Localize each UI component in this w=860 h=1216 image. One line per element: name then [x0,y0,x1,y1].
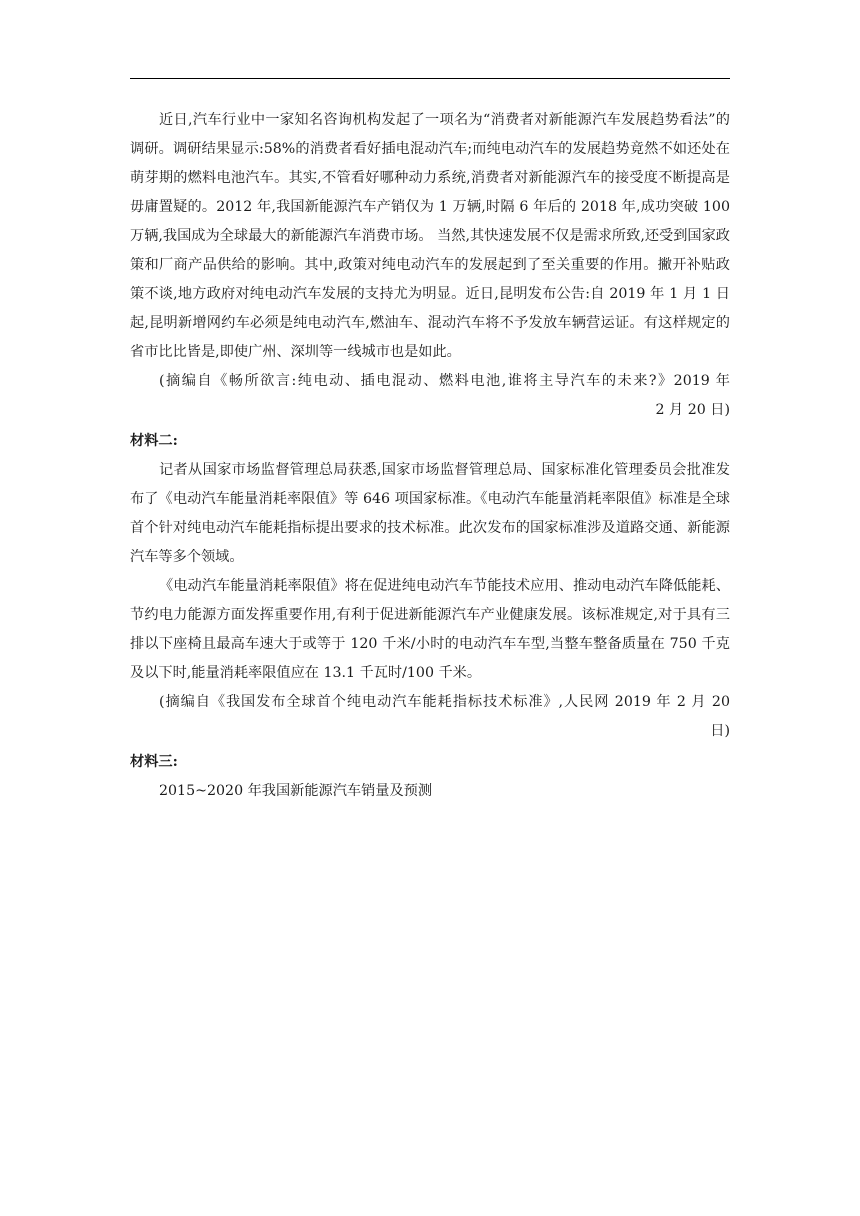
material1-source-line2: 2 月 20 日) [655,402,730,418]
material2-source [130,688,730,746]
material2-paragraph1: 记者从国家市场监督管理总局获悉,国家市场监督管理总局、国家标准化管理委员会批准发布了《电动汽车能量消耗率限值》等 646 项国家标准。《电动汽车能量消耗率限值》标准是全球首个针对纯电动汽车能耗指标提出要求的技术标准。此次发布的国家标准涉及道路交通、新能源汽车等多个领域。 [130,462,730,565]
material1-source [130,367,730,425]
material1-source-line1: (摘编自《畅所欲言:纯电动、插电混动、燃料电池,谁将主导汽车的未来?》2019 年 [159,373,730,389]
header-rule [130,78,730,79]
material1-paragraph: 近日,汽车行业中一家知名咨询机构发起了一项名为“消费者对新能源汽车发展趋势看法”的调研。调研结果显示:58%的消费者看好插电混动汽车;而纯电动汽车的发展趋势竟然不如还处在萌芽期的燃料电池汽车。其实,不管看好哪种动力系统,消费者对新能源汽车的接受度不断提高是毋庸置疑的。2012 年,我国新能源汽车产销仅为 1 万辆,时隔 6 年后的 2018 年,成功突破 100 万辆,我国成为全球最大的新能源汽车消费市场。 当然,其快速发展不仅是需求所致,还受到国家政策和厂商产品供给的影响。其中,政策对纯电动汽车的发展起到了至关重要的作用。撇开补贴政策不谈,地方政府对纯电动汽车发展的支持尤为明显。近日,昆明发布公告:自 2019 年 1 月 1 日起,昆明新增网约车必须是纯电动汽车,燃油车、混动汽车将不予发放车辆营运证。有这样规定的省市比比皆是,即使广州、深圳等一线城市也是如此。 [130,112,730,360]
material2-heading: 材料二: [130,433,178,449]
chart-caption: 2015~2020 年我国新能源汽车销量及预测 [159,783,433,799]
document-body [130,106,730,806]
material2-paragraph2: 《电动汽车能量消耗率限值》将在促进纯电动汽车节能技术应用、推动电动汽车降低能耗、节约电力能源方面发挥重要作用,有利于促进新能源汽车产业健康发展。该标准规定,对于具有三排以下座椅且最高车速大于或等于 120 千米/小时的电动汽车车型,当整车整备质量在 750 千克及以下时,能量消耗率限值应在 13.1 千瓦时/100 千米。 [130,578,730,681]
material2-source-line2: 日) [710,723,730,739]
material2-source-line1: (摘编自《我国发布全球首个纯电动汽车能耗指标技术标准》,人民网 2019 年 2 月 20 [159,694,730,710]
material3-heading: 材料三: [130,754,178,770]
